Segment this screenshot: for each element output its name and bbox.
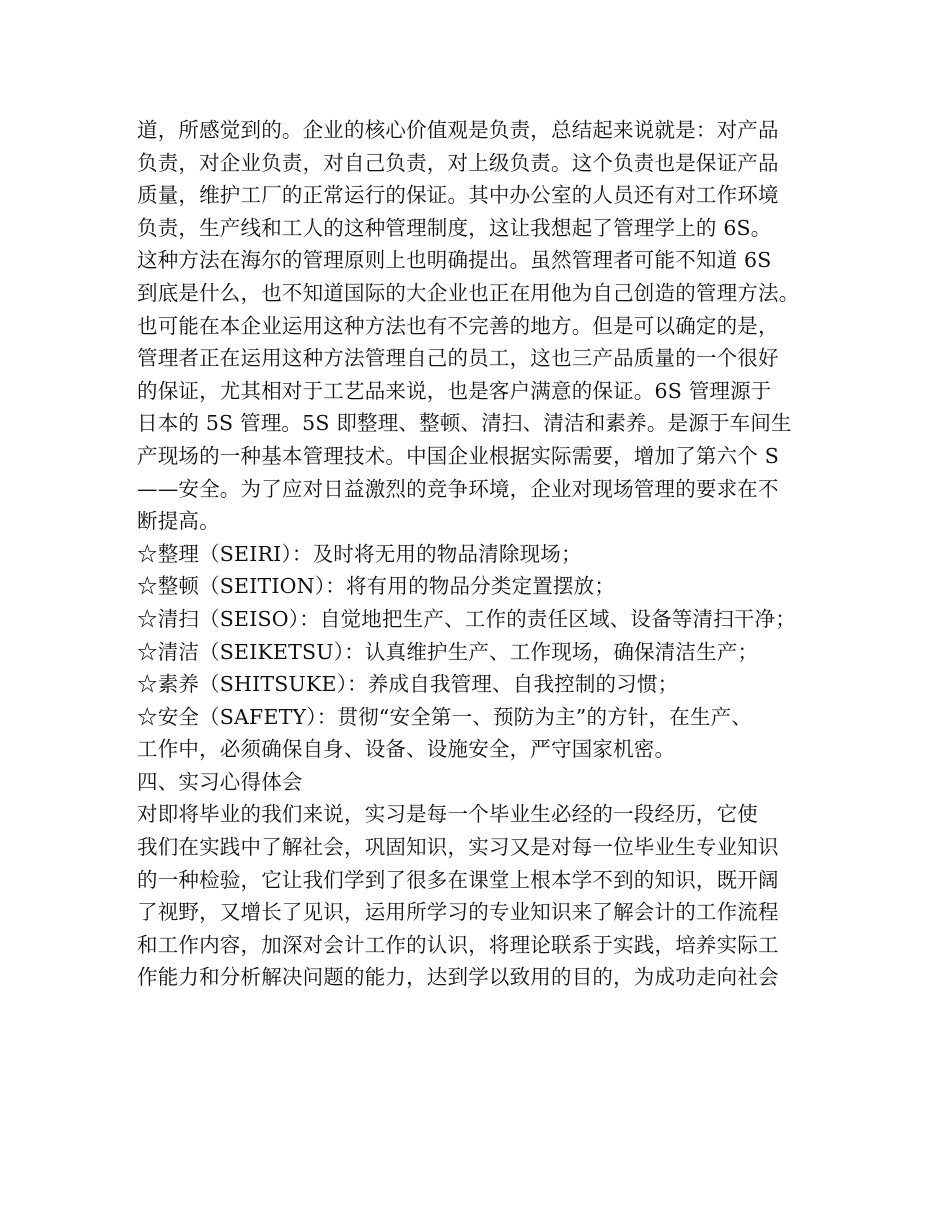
text-line: 这种方法在海尔的管理原则上也明确提出。虽然管理者可能不知道 6S <box>137 248 772 273</box>
text-line: 负责，生产线和工人的这种管理制度，这让我想起了管理学上的 6S。 <box>137 215 772 240</box>
text-line: 断提高。 <box>137 509 220 534</box>
text-line: 了视野，又增长了见识，运用所学习的专业知识来了解会计的工作流程 <box>137 900 779 925</box>
text-line: 的保证，尤其相对于工艺品来说，也是客户满意的保证。6S 管理源于 <box>137 378 772 403</box>
text-line: 日本的 5S 管理。5S 即整理、整顿、清扫、清洁和素养。是源于车间生 <box>137 411 792 436</box>
text-line: 的一种检验，它让我们学到了很多在课堂上根本学不到的知识，既开阔 <box>137 867 779 892</box>
text-line: 也可能在本企业运用这种方法也有不完善的地方。但是可以确定的是， <box>137 313 779 338</box>
section-heading: 四、实习心得体会 <box>137 769 303 794</box>
text-line: 道，所感觉到的。企业的核心价值观是负责，总结起来说就是：对产品 <box>137 118 779 142</box>
text-line: 和工作内容，加深对会计工作的认识，将理论联系于实践，培养实际工 <box>137 932 779 957</box>
text-line: 对即将毕业的我们来说，实习是每一个毕业生必经的一段经历，它使 <box>137 802 758 827</box>
text-line: 到底是什么，也不知道国际的大企业也正在用他为自己创造的管理方法。 <box>137 280 800 305</box>
text-line: 管理者正在运用这种方法管理自己的员工，这也三产品质量的一个很好 <box>137 346 779 371</box>
text-line: 质量，维护工厂的正常运行的保证。其中办公室的人员还有对工作环境 <box>137 183 779 208</box>
list-item-shitsuke: ☆素养（SHITSUKE）：养成自我管理、自我控制的习惯； <box>137 672 679 697</box>
document-body <box>137 114 837 994</box>
list-item-safety: ☆安全（SAFETY）：贯彻“安全第一、预防为主”的方针，在生产、 <box>137 704 753 729</box>
list-item-seiri: ☆整理（SEIRI）：及时将无用的物品清除现场； <box>137 541 582 566</box>
list-item-seiso: ☆清扫（SEISO）：自觉地把生产、工作的责任区域、设备等清扫干净； <box>137 606 797 631</box>
text-line: ——安全。为了应对日益激烈的竞争环境，企业对现场管理的要求在不 <box>137 476 779 501</box>
text-line: 负责，对企业负责，对自己负责，对上级负责。这个负责也是保证产品 <box>137 150 779 175</box>
text-line: 产现场的一种基本管理技术。中国企业根据实际需要，增加了第六个 S <box>137 443 779 468</box>
list-item-seition: ☆整顿（SEITION）：将有用的物品分类定置摆放； <box>137 574 616 599</box>
text-line: 我们在实践中了解社会，巩固知识，实习又是对每一位毕业生专业知识 <box>137 835 779 860</box>
text-line: 工作中，必须确保自身、设备、设施安全，严守国家机密。 <box>137 737 676 762</box>
text-line: 作能力和分析解决问题的能力，达到学以致用的目的，为成功走向社会 <box>137 965 779 990</box>
list-item-seiketsu: ☆清洁（SEIKETSU）：认真维护生产、工作现场，确保清洁生产； <box>137 639 759 664</box>
